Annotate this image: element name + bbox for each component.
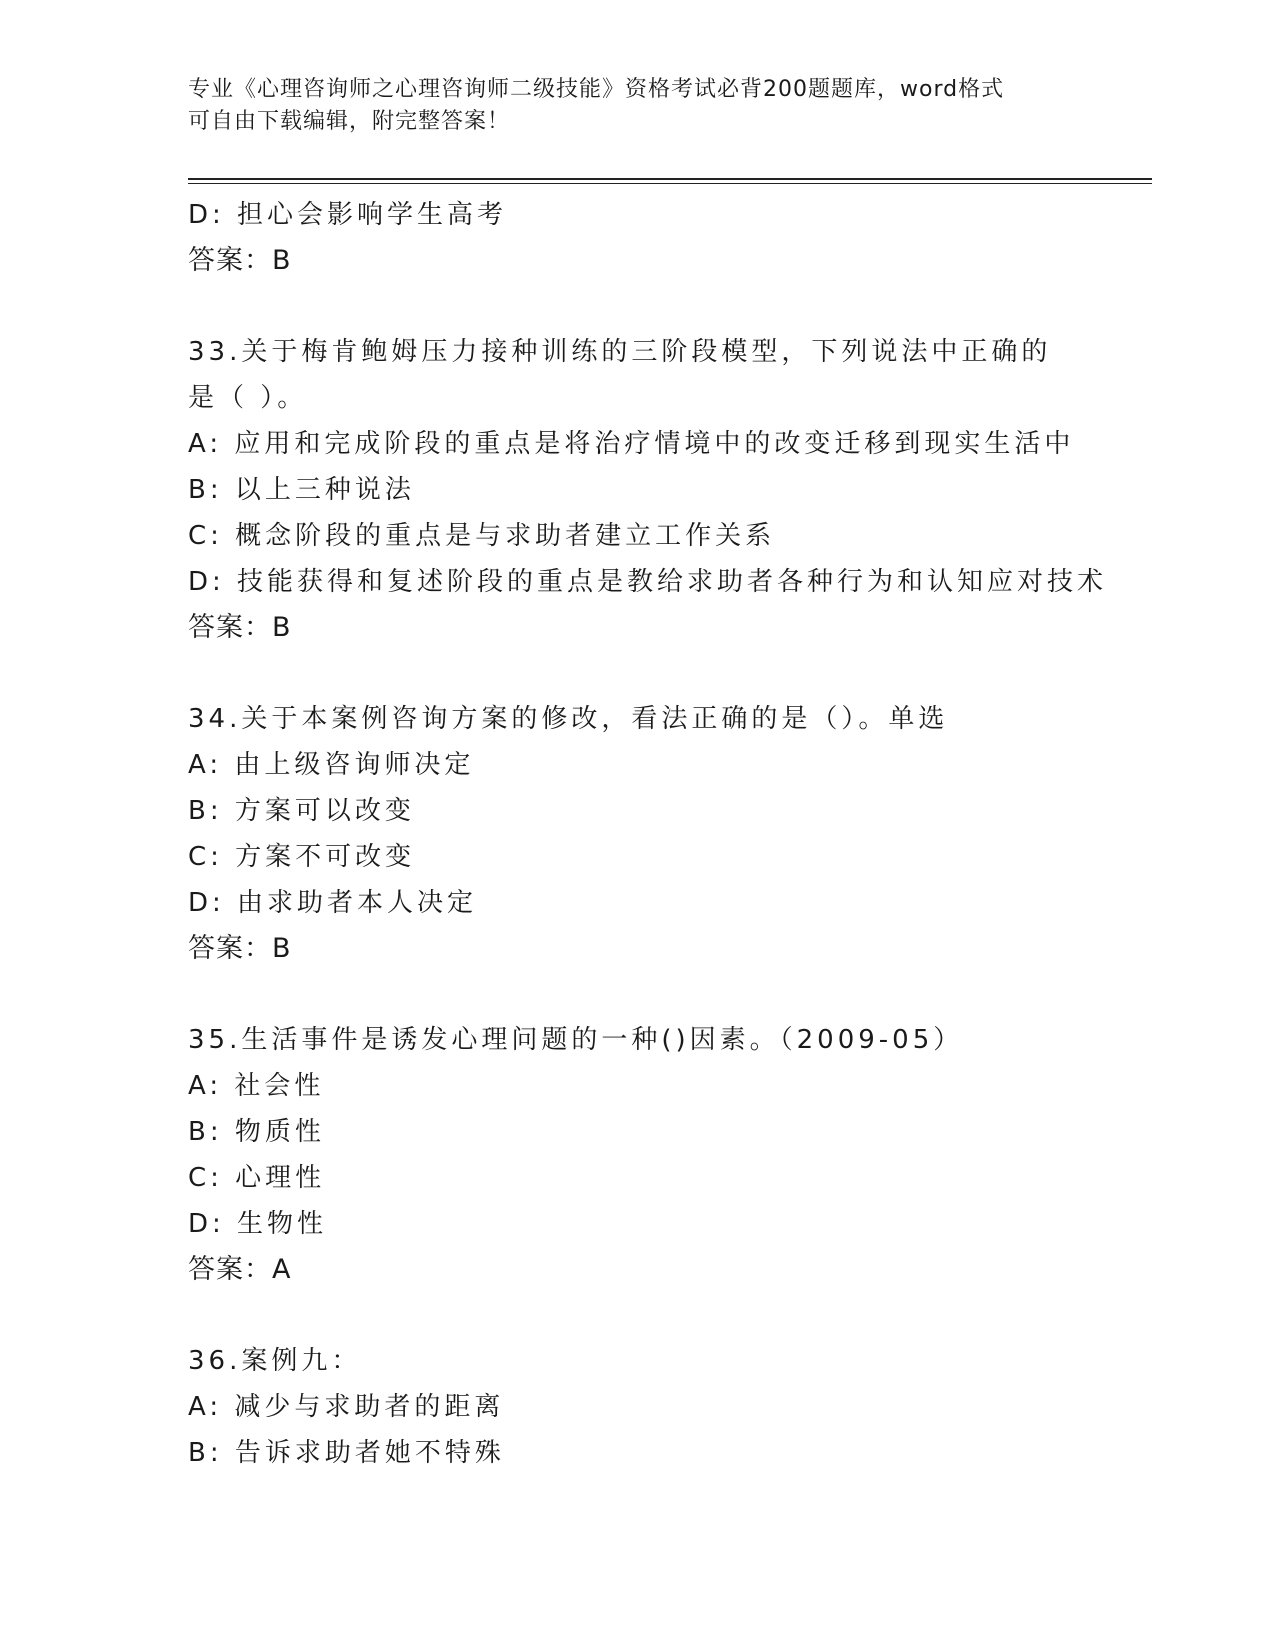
question-content — [188, 192, 1108, 1476]
question-stem: 34.关于本案例咨询方案的修改，看法正确的是（）。单选 — [188, 704, 949, 734]
header-line-1: 专业《心理咨询师之心理咨询师二级技能》资格考试必背200题题库，word格式 — [188, 77, 1005, 102]
header-line-2: 可自由下载编辑，附完整答案！ — [188, 109, 511, 134]
option-d: D: 担心会影响学生高考 — [188, 200, 508, 230]
question-36 — [188, 1338, 1088, 1476]
question-stem: 33.关于梅肯鲍姆压力接种训练的三阶段模型，下列说法中正确的是（ ）。 — [188, 337, 1052, 413]
answer-line: 答案：A — [188, 1254, 292, 1285]
option-a: A: 社会性 — [188, 1071, 325, 1101]
option-d: D: 由求助者本人决定 — [188, 888, 478, 918]
answer-line: 答案：B — [188, 933, 292, 964]
previous-question-tail — [188, 192, 1088, 284]
answer-line: 答案：B — [188, 245, 292, 276]
document-header — [188, 74, 1068, 138]
option-b: B: 告诉求助者她不特殊 — [188, 1438, 505, 1468]
header-divider-thin — [188, 183, 1152, 184]
option-b: B: 以上三种说法 — [188, 475, 415, 505]
option-b: B: 物质性 — [188, 1117, 325, 1147]
question-35 — [188, 1017, 1088, 1293]
answer-line: 答案：B — [188, 612, 292, 643]
option-a: A: 减少与求助者的距离 — [188, 1392, 505, 1422]
header-divider-thick — [188, 178, 1152, 180]
option-d: D: 技能获得和复述阶段的重点是教给求助者各种行为和认知应对技术 — [188, 567, 1108, 597]
question-34 — [188, 696, 1088, 972]
question-33 — [188, 329, 1108, 651]
option-c: C: 心理性 — [188, 1163, 326, 1193]
option-d: D: 生物性 — [188, 1209, 328, 1239]
option-a: A: 由上级咨询师决定 — [188, 750, 475, 780]
option-c: C: 概念阶段的重点是与求助者建立工作关系 — [188, 521, 776, 551]
question-stem: 36.案例九： — [188, 1346, 362, 1376]
option-c: C: 方案不可改变 — [188, 842, 416, 872]
option-b: B: 方案可以改变 — [188, 796, 415, 826]
option-a: A: 应用和完成阶段的重点是将治疗情境中的改变迁移到现实生活中 — [188, 429, 1075, 459]
question-stem: 35.生活事件是诱发心理问题的一种()因素。（2009-05） — [188, 1025, 964, 1055]
